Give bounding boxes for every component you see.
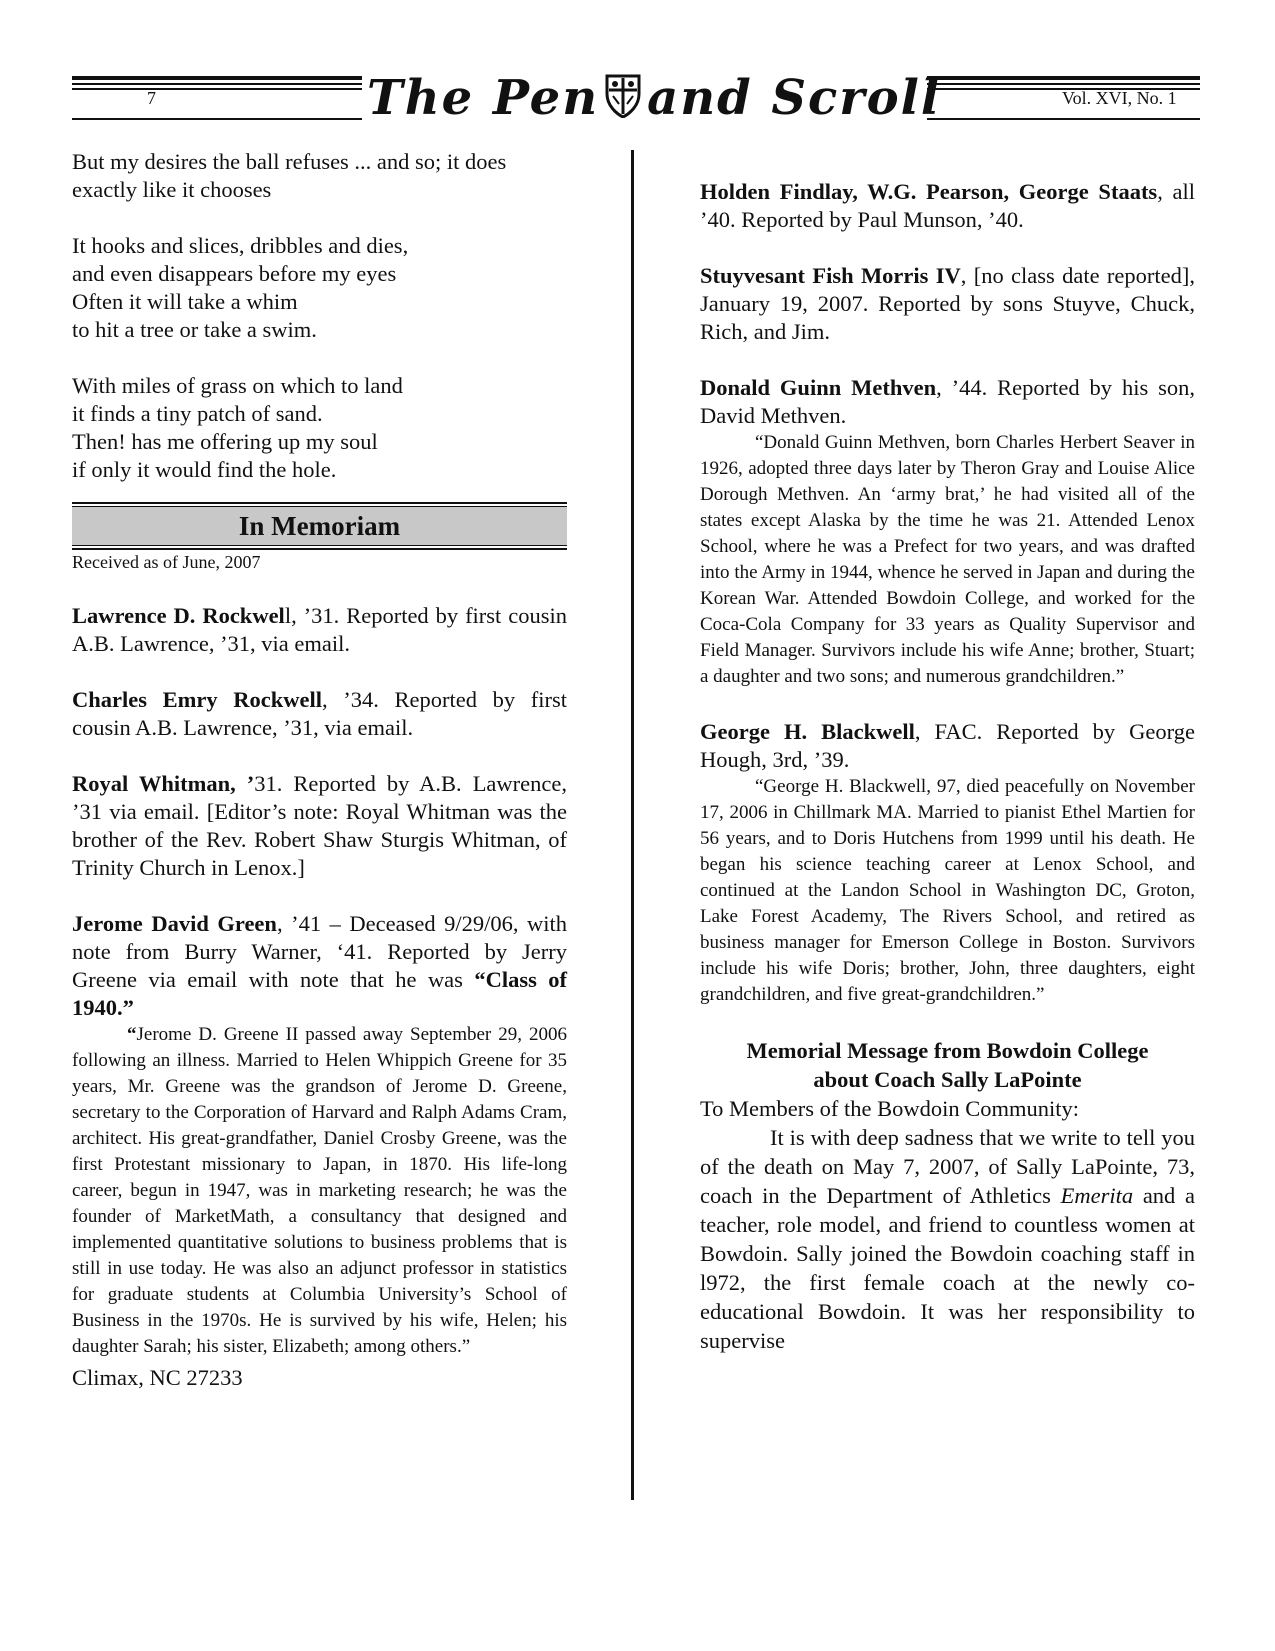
in-memoriam-heading: In Memoriam <box>72 502 567 550</box>
masthead <box>72 72 1200 132</box>
poem-line: With miles of grass on which to land <box>72 373 403 398</box>
poem-line: It hooks and slices, dribbles and dies, <box>72 233 409 258</box>
obituary-entry: Holden Findlay, W.G. Pearson, George Staats, all ’40. Reported by Paul Munson, ’40. <box>700 179 1195 232</box>
page-number: 7 <box>147 88 156 108</box>
column-divider <box>631 150 634 1500</box>
obituary-entry: Lawrence D. Rockwell, ’31. Reported by first cousin A.B. Lawrence, ’31, via email. <box>72 603 567 656</box>
masthead-rule-left <box>72 76 362 90</box>
shield-crest-icon <box>605 74 641 130</box>
bowdoin-heading: Memorial Message from Bowdoin College <box>746 1038 1149 1063</box>
volume-number: Vol. XVI, No. 1 <box>1062 88 1177 108</box>
poem-line: to hit a tree or take a swim. <box>72 317 317 342</box>
obituary-quote: “Jerome D. Greene II passed away September 29, 2006 following an illness. Married to Helen Whippich Greene for 35 years, Mr. Greene was the grandson of Jerome D. Greene, secretary to the Corporation of Harvard and Ralph Adams Cram, architect. His great-grandfather, Daniel Crosby Greene, was the first Protestant missionary to Japan, in 1870. His life-long career, begun in 1947, was in marketing research; he was the founder of MarketMath, a consultancy that designed and implemented quantitative solutions to business problems that is still in use today. He was also an adjunct professor in statistics for graduate students at Columbia University’s School of Business in the 1970s. He is survived by his wife, Helen; his daughter Sarah; his sister, Elizabeth; among others.” <box>72 1024 567 1357</box>
obituary-entry: George H. Blackwell, FAC. Reported by George Hough, 3rd, ’39. <box>700 719 1195 772</box>
bowdoin-heading: about Coach Sally LaPointe <box>813 1067 1082 1092</box>
poem-line: Often it will take a whim <box>72 289 298 314</box>
right-column <box>700 178 1195 1355</box>
obituary-entry: Stuyvesant Fish Morris IV, [no class date reported], January 19, 2007. Reported by sons Stuyve, Chuck, Rich, and Jim. <box>700 263 1196 344</box>
obituary-entry: Charles Emry Rockwell, ’34. Reported by first cousin A.B. Lawrence, ’31, via email. <box>72 687 568 740</box>
obituary-entry: Donald Guinn Methven, ’44. Reported by his son, David Methven. <box>700 375 1195 428</box>
newspaper-title <box>367 70 942 130</box>
obituary-quote: “Donald Guinn Methven, born Charles Herbert Seaver in 1926, adopted three days later by Theron Gray and Louise Alice Dorough Methven. An ‘army brat,’ he had visited all of the states except Alaska by the time he was 21. Attended Lenox School, where he was a Prefect for two years, and was drafted into the Army in 1944, whence he served in Japan and during the Korean War. Attended Bowdoin College, and worked for the Coca-Cola Company for 33 years as Quality Supervisor and Field Manager. Survivors include his wife Anne; brother, Stuart; a daughter and two sons; and numerous grandchildren.” <box>700 432 1195 687</box>
received-note: Received as of June, 2007 <box>72 552 261 572</box>
poem-line: it finds a tiny patch of sand. <box>72 401 323 426</box>
obituary-quote: “George H. Blackwell, 97, died peacefully on November 17, 2006 in Chillmark MA. Married to pianist Ethel Martien for 56 years, and to Doris Hutchens from 1999 until his death. He began his science teaching career at Lenox School, and continued at the Landon School in Washington DC, Groton, Lake Forest Academy, The Rivers School, and retired as business manager for Emerson College in Boston. Survivors include his wife Doris; brother, John, three daughters, eight grandchildren, and five great-grandchildren.” <box>700 776 1195 1005</box>
bowdoin-message: It is with deep sadness that we write to tell you of the death on May 7, 2007, of Sally LaPointe, 73, coach in the Department of Athletics Emerita and a teacher, role model, and friend to countless women at Bowdoin. Sally joined the Bowdoin coaching staff in l972, the first female coach at the newly co-educational Bowdoin. It was her responsibility to supervise <box>700 1125 1195 1353</box>
poem-line: if only it would find the hole. <box>72 457 337 482</box>
obituary-entry: Royal Whitman, ’31. Reported by A.B. Lawrence, ’31 via email. [Editor’s note: Royal Whitman was the brother of the Rev. Robert Shaw Sturgis Whitman, of Trinity Church in Lenox.] <box>72 771 567 880</box>
bowdoin-salutation: To Members of the Bowdoin Community: <box>700 1096 1080 1121</box>
title-left: The Pen <box>367 70 600 126</box>
poem-line: Then! has me offering up my soul <box>72 429 378 454</box>
poem-line: and even disappears before my eyes <box>72 261 397 286</box>
title-right: and Scroll <box>647 70 942 126</box>
masthead-rule-left-bottom <box>72 118 362 120</box>
footer-address: Climax, NC 27233 <box>72 1365 243 1390</box>
obituary-entry: Jerome David Green, ’41 – Deceased 9/29/06, with note from Burry Warner, ‘41. Reported by Jerry Greene via email with note that he was “Class of 1940.” <box>72 911 567 1020</box>
left-column <box>72 148 567 1392</box>
masthead-rule-right-bottom <box>927 118 1200 120</box>
poem-line: But my desires the ball refuses ... and so; it does exactly like it chooses <box>72 149 507 202</box>
